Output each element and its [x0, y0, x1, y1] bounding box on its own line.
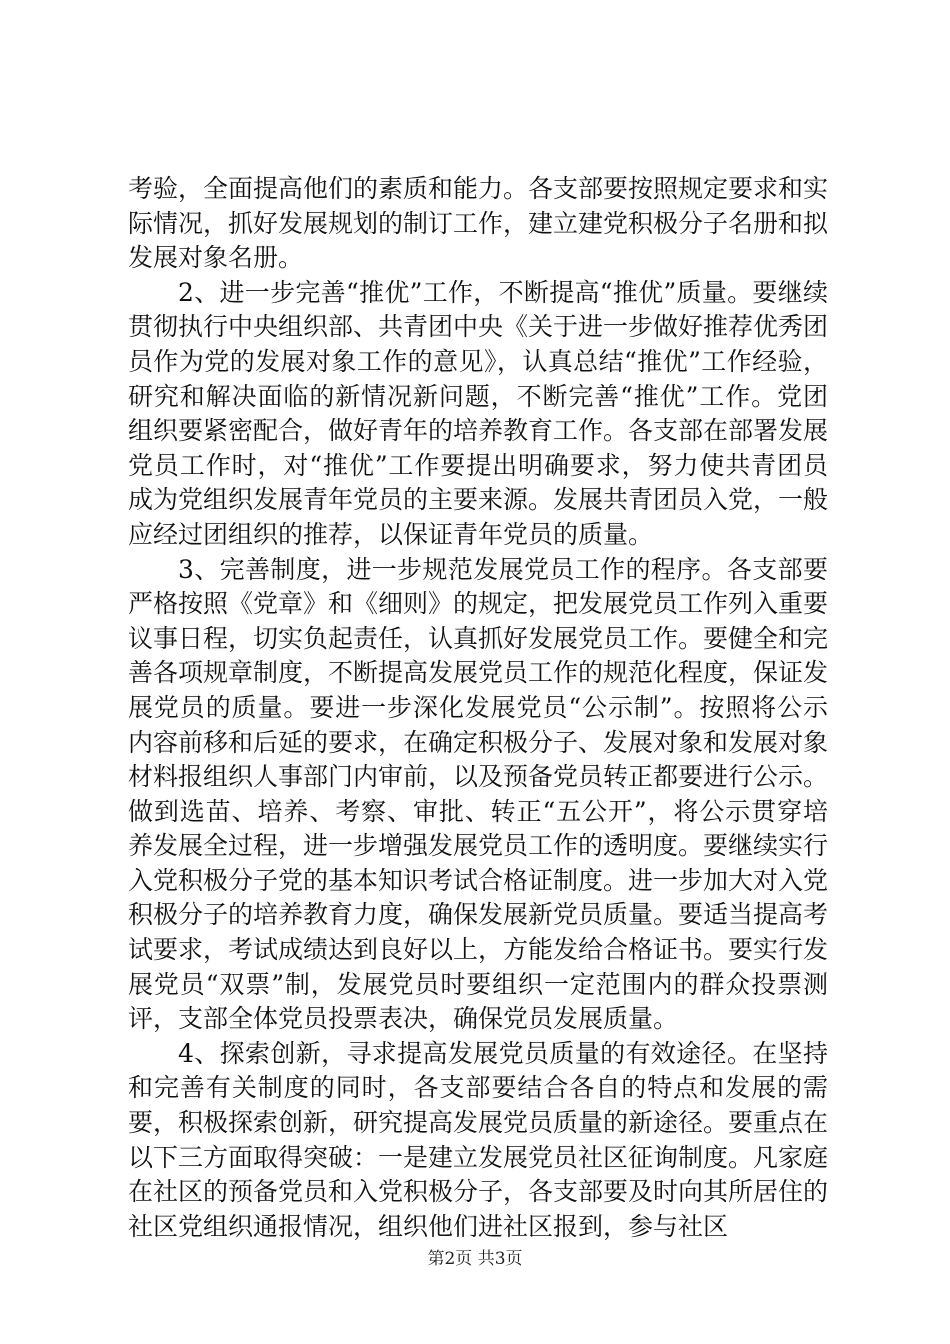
paragraph-2: 2、进一步完善“推优”工作，不断提高“推优”质量。要继续贯彻执行中央组织部、共青团中央《关于进一步做好推荐优秀团员作为党的发展对象工作的意见》，认真总结“推优”工作经验，研究和解决面临的新情况新问题，不断完善“推优”工作。党团组织要紧密配合，做好青年的培养教育工作。各支部在部署发展党员工作时，对“推优”工作要提出明确要求，努力使共青团员成为党组织发展青年党员的主要来源。发展共青团员入党，一般应经过团组织的推荐，以保证青年党员的质量。	[128, 277, 829, 549]
paragraph-3: 3、完善制度，进一步规范发展党员工作的程序。各支部要严格按照《党章》和《细则》的规定，把发展党员工作列入重要议事日程，切实负起责任，认真抓好发展党员工作。要健全和完善各项规章制度，不断提高发展党员工作的规范化程度，保证发展党员的质量。要进一步深化发展党员“公示制”。按照将公示内容前移和后延的要求，在确定积极分子、发展对象和发展对象材料报组织人事部门内审前，以及预备党员转正都要进行公示。做到选苗、培养、考察、审批、转正“五公开”，将公示贯穿培养发展全过程，进一步增强发展党员工作的透明度。要继续实行入党积极分子党的基本知识考试合格证制度。进一步加大对入党积极分子的培养教育力度，确保发展新党员质量。要适当提高考试要求，考试成绩达到良好以上，方能发给合格证书。要实行发展党员“双票”制，发展党员时要组织一定范围内的群众投票测评，支部全体党员投票表决，确保党员发展质量。	[128, 554, 829, 1034]
document-body	[128, 172, 828, 1244]
page-footer: 第2页 共3页	[427, 1249, 523, 1269]
paragraph-4: 4、探索创新，寻求提高发展党员质量的有效途径。在坚持和完善有关制度的同时，各支部要结合各自的特点和发展的需要，积极探索创新，研究提高发展党员质量的新途径。要重点在以下三方面取得突破：一是建立发展党员社区征询制度。凡家庭在社区的预备党员和入党积极分子，各支部要及时向其所居住的社区党组织通报情况，组织他们进社区报到，参与社区	[128, 1038, 829, 1241]
paragraph-1: 考验，全面提高他们的素质和能力。各支部要按照规定要求和实际情况，抓好发展规划的制订工作，建立建党积极分子名册和拟发展对象名册。	[128, 174, 829, 273]
